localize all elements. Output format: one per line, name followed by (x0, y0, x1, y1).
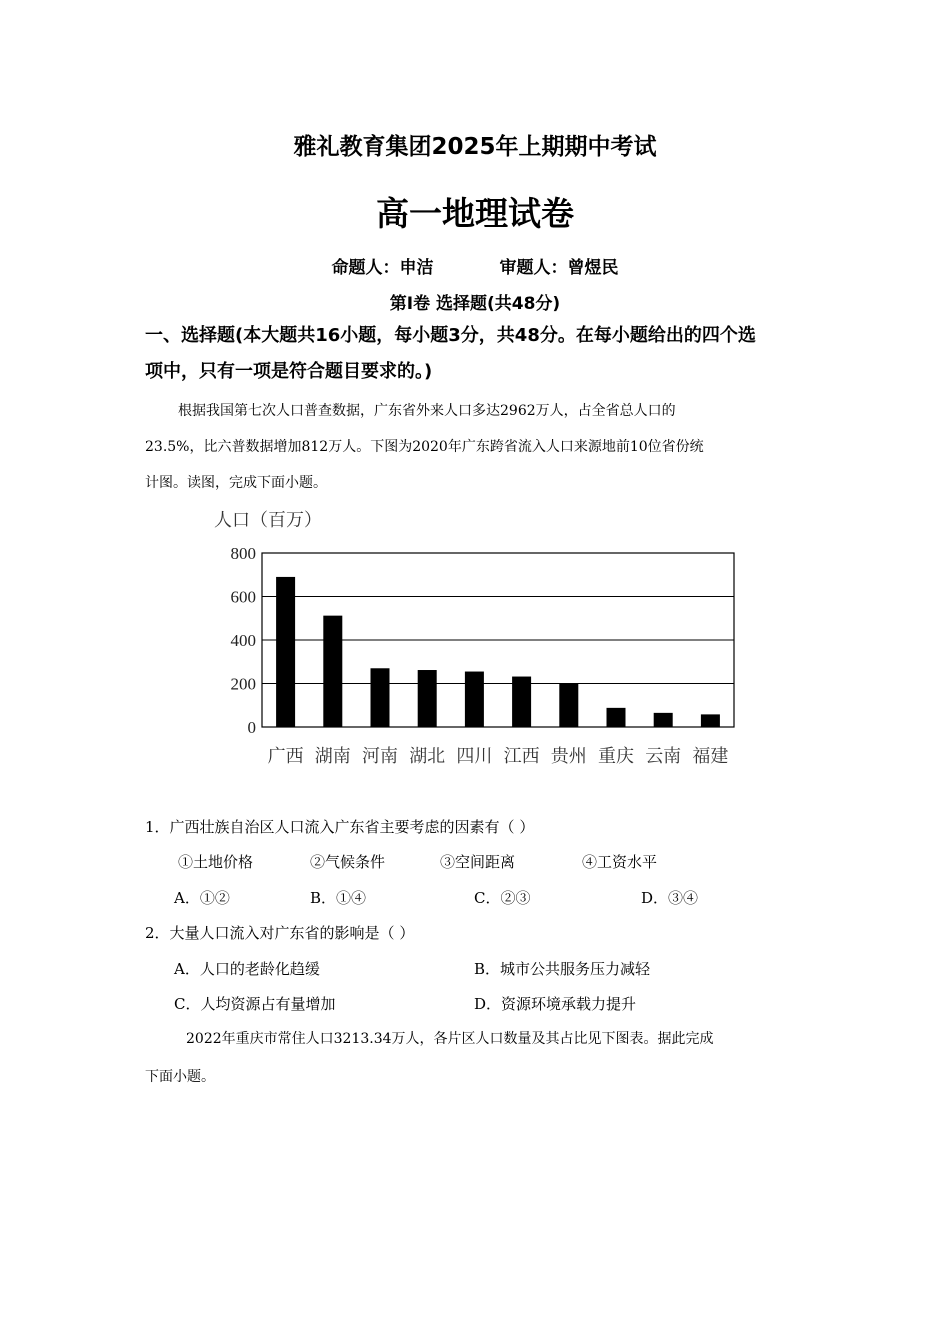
q1-option-d: D．③④ (641, 889, 699, 907)
author-line (0, 253, 950, 278)
x-tick-label: 云南 (645, 746, 682, 767)
intro2-line2: 下面小题。 (145, 1069, 215, 1085)
q1-item-1: ①土地价格 (178, 853, 254, 871)
bar-7 (559, 684, 578, 727)
bar-8 (607, 708, 626, 727)
q2-stem: 2．大量人口流入对广东省的影响是（ ） (145, 924, 415, 942)
reviewer: 审题人：曾煜民 (499, 258, 619, 278)
x-tick-label: 四川 (456, 746, 493, 767)
q1-item-4: ④工资水平 (582, 853, 658, 871)
y-tick-labels (231, 544, 257, 737)
paper-title: 高一地理试卷 (376, 194, 574, 233)
q2-option-d: D．资源环境承载力提升 (474, 995, 637, 1013)
y-tick-label: 800 (230, 544, 256, 563)
x-tick-labels (268, 745, 729, 767)
y-tick-label: 200 (230, 674, 256, 694)
section-heading-line2: 项中，只有一项是符合题目要求的。) (145, 361, 433, 382)
bar-3 (371, 668, 390, 727)
intro2-line1: 2022年重庆市常住人口3213.34万人，各片区人口数量及其占比见下图表。据此完成 (186, 1031, 714, 1047)
q2-option-c: C．人均资源占有量增加 (174, 995, 336, 1013)
q1-option-c: C．②③ (474, 889, 531, 907)
bar-5 (465, 672, 484, 727)
section-heading-line1: 一、选择题(本大题共16小题，每小题3分，共48分。在每小题给出的四个选 (145, 325, 756, 346)
x-tick-label: 福建 (692, 746, 729, 767)
q2-option-a: A．人口的老龄化趋缓 (174, 960, 320, 978)
bar-9 (654, 713, 673, 727)
q1-item-3: ③空间距离 (440, 853, 516, 871)
x-tick-label: 河南 (362, 746, 398, 767)
y-axis-label: 人口（百万） (214, 510, 322, 531)
bar-2 (323, 616, 342, 727)
x-tick-label: 重庆 (598, 746, 634, 767)
bar-10 (701, 714, 720, 727)
y-tick-label: 600 (230, 587, 256, 607)
x-tick-label: 湖北 (409, 746, 446, 767)
part-title: 第Ⅰ卷 选择题(共48分) (389, 294, 561, 314)
school-title: 雅礼教育集团2025年上期期中考试 (293, 134, 657, 160)
x-tick-label: 江西 (503, 746, 540, 767)
q1-item-2: ②气候条件 (310, 853, 386, 871)
q2-option-b: B．城市公共服务压力减轻 (474, 960, 651, 978)
bar-1 (276, 577, 295, 727)
q1-option-a: A．①② (174, 889, 230, 907)
intro1-line1: 根据我国第七次人口普查数据，广东省外来人口多达2962万人，占全省总人口的 (178, 403, 676, 419)
y-tick-label: 400 (230, 631, 256, 650)
author: 命题人：申洁 (331, 258, 434, 278)
bar-6 (512, 677, 531, 727)
bar-4 (418, 670, 437, 727)
x-tick-label: 湖南 (314, 746, 351, 767)
q1-option-b: B．①④ (310, 889, 367, 907)
intro1-line2: 23.5%，比六普数据增加812万人。下图为2020年广东跨省流入人口来源地前10位省份统 (145, 439, 704, 455)
x-tick-label: 广西 (267, 746, 304, 767)
intro1-line3: 计图。读图，完成下面小题。 (145, 475, 327, 491)
x-tick-label: 贵州 (550, 746, 587, 767)
q1-stem: 1．广西壮族自治区人口流入广东省主要考虑的因素有（ ） (145, 818, 535, 836)
population-bar-chart (200, 502, 760, 782)
chart-bars (276, 577, 720, 727)
y-tick-label: 0 (247, 718, 256, 737)
